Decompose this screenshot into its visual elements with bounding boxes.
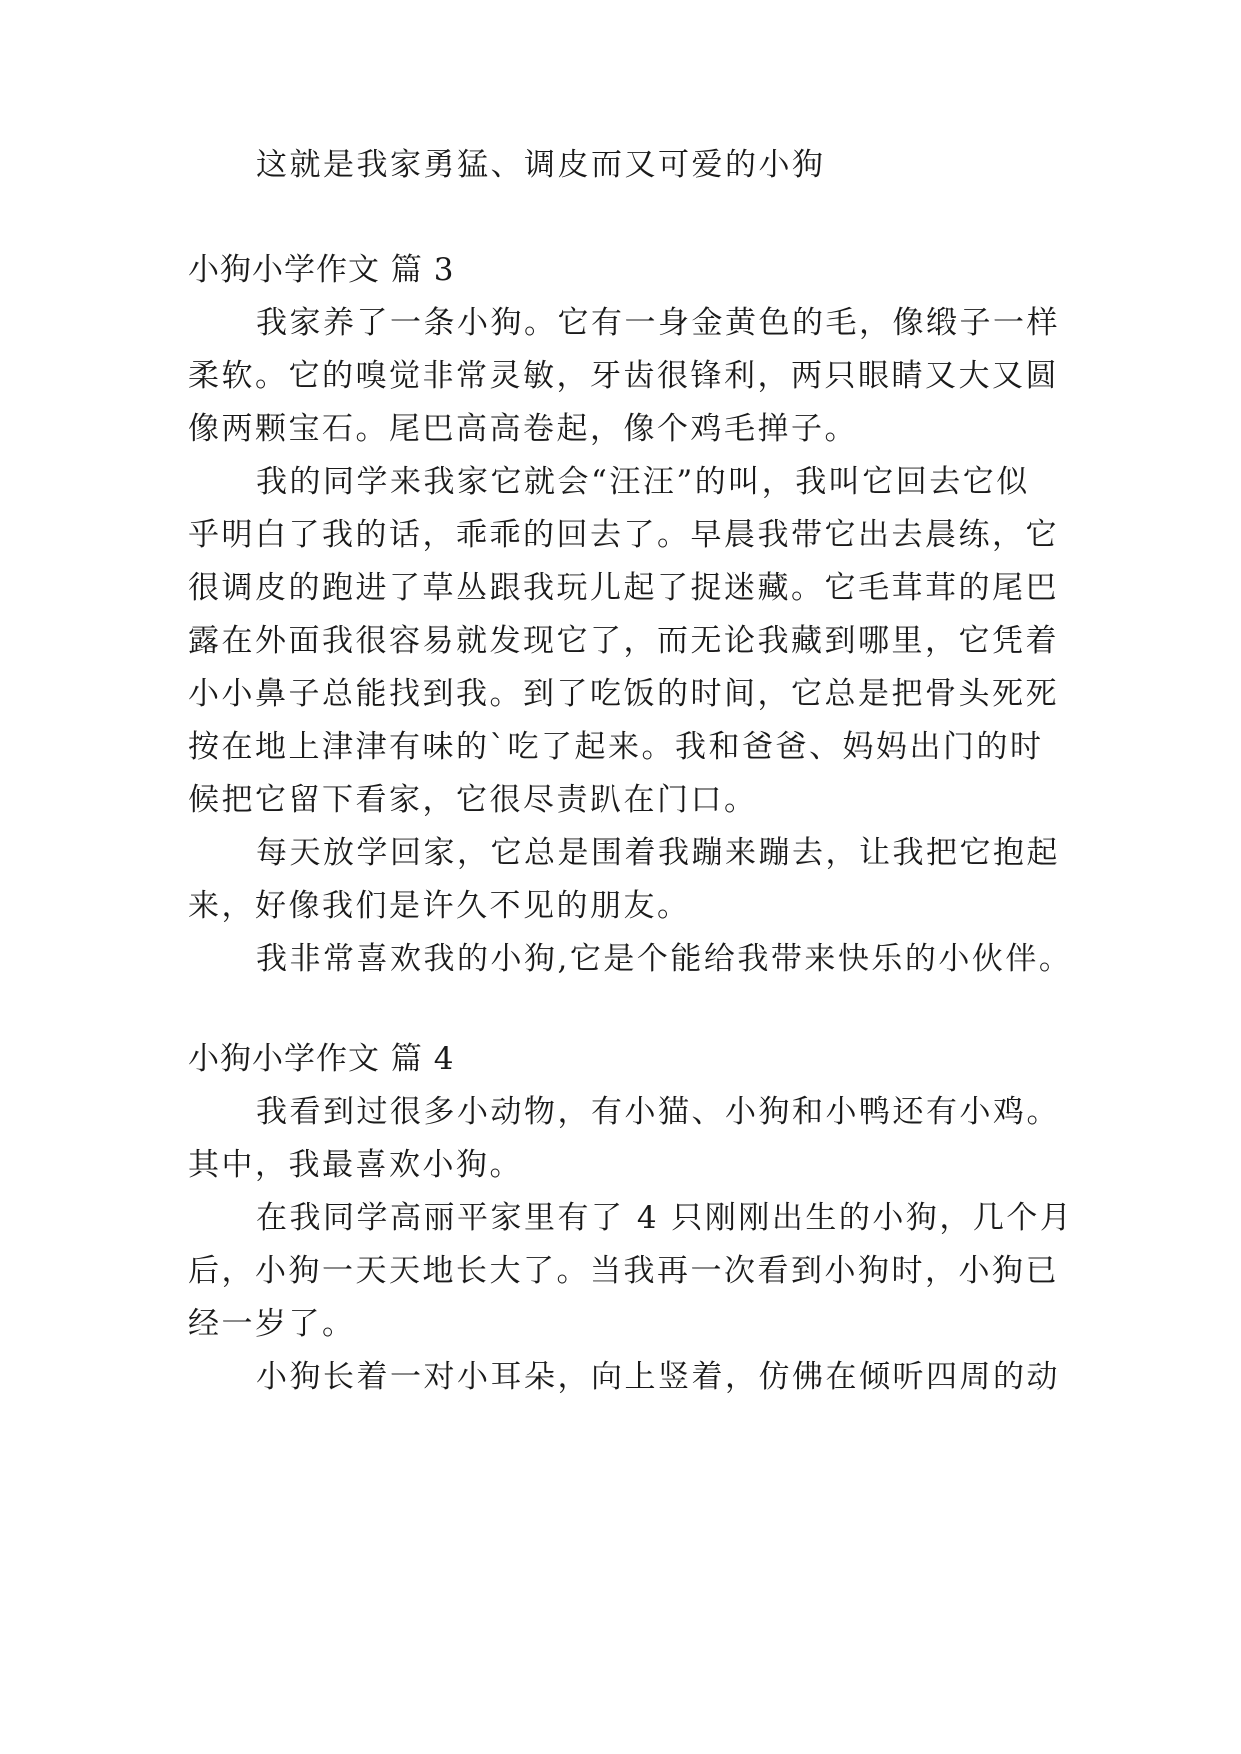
- paragraph-line: 柔软。它的嗅觉非常灵敏，牙齿很锋利，两只眼睛又大又圆: [188, 358, 1059, 394]
- paragraph-line: 其中，我最喜欢小狗。: [188, 1147, 523, 1183]
- section-heading: 小狗小学作文 篇 3: [188, 252, 455, 288]
- paragraph-line: 候把它留下看家，它很尽责趴在门口。: [188, 782, 758, 818]
- paragraph-line: 露在外面我很容易就发现它了，而无论我藏到哪里，它凭着: [188, 623, 1059, 659]
- paragraph-line: 小小鼻子总能找到我。到了吃饭的时间，它总是把骨头死死: [188, 676, 1059, 712]
- paragraph-line: 来，好像我们是许久不见的朋友。: [188, 888, 691, 924]
- paragraph-line: 我看到过很多小动物，有小猫、小狗和小鸭还有小鸡。: [256, 1094, 1060, 1130]
- paragraph-line: 每天放学回家，它总是围着我蹦来蹦去，让我把它抱起: [256, 835, 1060, 871]
- paragraph-line: 后，小狗一天天地长大了。当我再一次看到小狗时，小狗已: [188, 1253, 1059, 1289]
- paragraph-line: 像两颗宝石。尾巴高高卷起，像个鸡毛掸子。: [188, 411, 858, 447]
- paragraph-line: 小狗长着一对小耳朵，向上竖着，仿佛在倾听四周的动: [256, 1359, 1060, 1395]
- paragraph-line: 我非常喜欢我的小狗,它是个能给我带来快乐的小伙伴。: [256, 941, 1073, 977]
- section-heading: 小狗小学作文 篇 4: [188, 1041, 455, 1077]
- paragraph-line: 乎明白了我的话，乖乖的回去了。早晨我带它出去晨练，它: [188, 517, 1059, 553]
- paragraph-line: 我的同学来我家它就会“汪汪”的叫，我叫它回去它似: [256, 464, 1030, 500]
- paragraph-line: 在我同学高丽平家里有了 4 只刚刚出生的小狗，几个月: [256, 1200, 1074, 1236]
- paragraph-line: 按在地上津津有味的`吃了起来。我和爸爸、妈妈出门的时: [188, 729, 1044, 765]
- paragraph-line: 我家养了一条小狗。它有一身金黄色的毛，像缎子一样: [256, 305, 1060, 341]
- paragraph-line: 很调皮的跑进了草丛跟我玩儿起了捉迷藏。它毛茸茸的尾巴: [188, 570, 1059, 606]
- paragraph-line: 经一岁了。: [188, 1306, 356, 1342]
- paragraph-line: 这就是我家勇猛、调皮而又可爱的小狗: [256, 147, 826, 183]
